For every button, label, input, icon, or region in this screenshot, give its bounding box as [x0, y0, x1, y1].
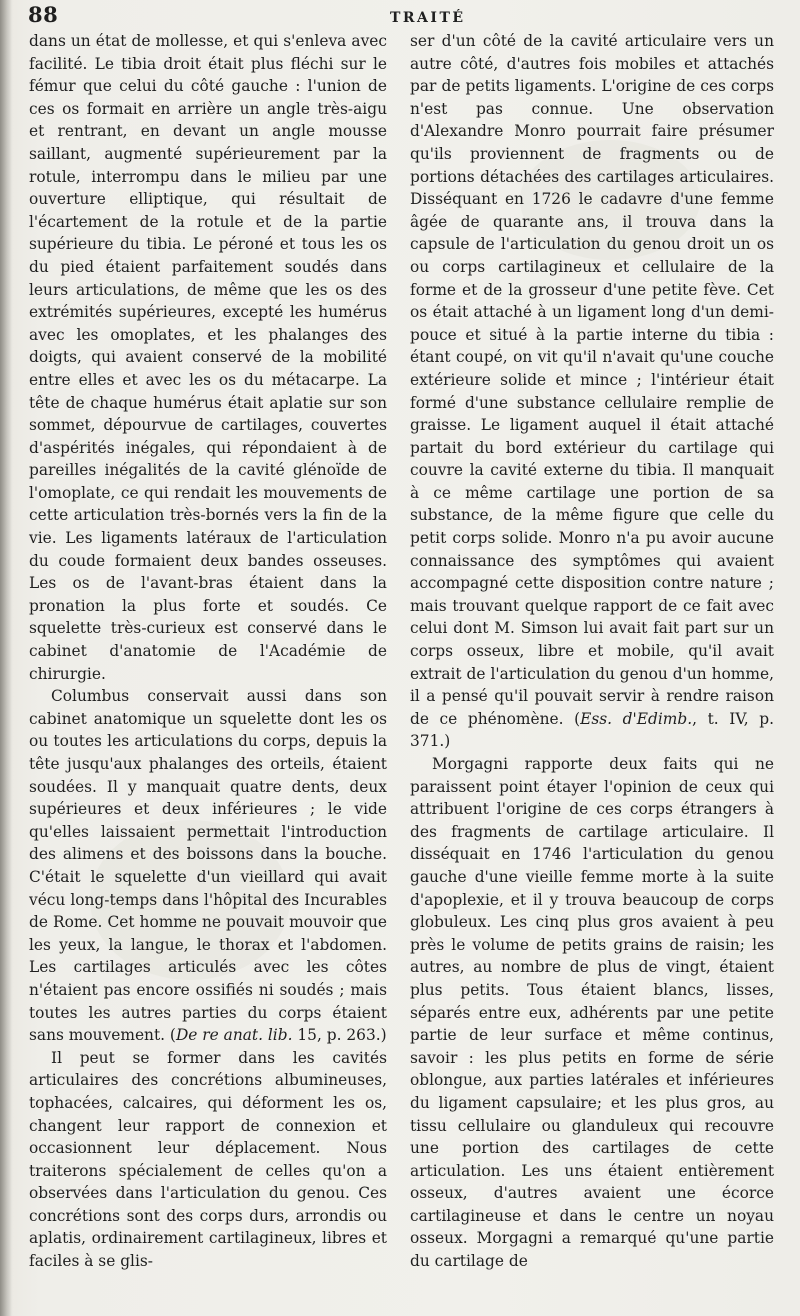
paragraph-text: Columbus conservait aussi dans son cabinet anatomique un squelette dont les os ou toutes les articulations du corps, depuis la tête jusqu'aux phalanges des orteils, étaient soudées. Il y manquait quatre dents, deux supérieures et deux inférieures ; le vide qu'elles laissaient permettait l'introduction des alimens et des boissons dans la bouche. C'était le squelette d'un vieillard qui avait vécu long-temps dans l'hôpital des Incurables de Rome. Cet homme ne pouvait mouvoir que les yeux, la langue, le thorax et l'abdomen. Les cartilages articulés avec les côtes n'étaient pas encore ossifiés ni soudés ; mais toutes les autres parties du corps étaient sans mouvement. ( [29, 687, 387, 1045]
citation-tail: , t. IV, p. 371.) [410, 709, 774, 751]
citation: De re anat. lib. [175, 1026, 293, 1045]
citation-tail: 15, p. 263.) [292, 1026, 387, 1045]
paragraph: dans un état de mollesse, et qui s'enleva avec facilité. Le tibia droit était plus fléchi sur le fémur que celui du côté gauche : l'union de ces os formait en arrière un angle très-aigu et rentrant, en devant un angle mousse saillant, augmenté supérieurement par la rotule, interrompu dans le milieu par une ouverture elliptique, qui résultait de l'écartement de la rotule et de la partie supérieure du tibia. Le péroné et tous les os du pied étaient parfaitement soudés dans leurs articulations, de même que les os des extrémités supérieures, excepté les humérus avec les omoplates, et les phalanges des doigts, qui avaient conservé de la mobilité entre elles et avec les os du métacarpe. La tête de chaque humérus était aplatie sur son sommet, dépourvue de cartilages, couvertes d'aspérités inégales, qui répondaient à de pareilles inégalités de la cavité glénoïde de l'omoplate, ce qui rendait les mouvements de cette articulation très-bornés vers la fin de la vie. Les ligaments latéraux de l'articulation du coude formaient deux bandes osseuses. Les os de l'avant-bras étaient dans la pronation la plus forte et soudés. Ce squelette très-curieux est conservé dans le cabinet d'anatomie de l'Académie de chirurgie. [29, 32, 387, 683]
page-header [28, 0, 776, 34]
paragraph: Il peut se former dans les cavités articulaires des concrétions albumineuses, tophacées, calcaires, qui déforment les os, changent leur rapport de connexion et occasionnent leur déplacement. Nous traiterons spécialement de celles qu'on a observées dans l'articulation du genou. Ces concrétions sont des corps durs, arrondis ou aplatis, ordinairement cartilagineux, libres et faciles à se glis- [29, 1048, 387, 1271]
book-spine-shadow [0, 0, 12, 1316]
left-column [29, 30, 387, 1273]
paragraph [410, 30, 774, 753]
paragraph [29, 685, 387, 1047]
right-column [410, 30, 774, 1273]
paragraph: Morgagni rapporte deux faits qui ne paraissent point étayer l'opinion de ceux qui attribuent l'origine de ces corps étrangers à des fragments de cartilage articulaire. Il disséquait en 1746 l'articulation du genou gauche d'une vieille femme morte à la suite d'apoplexie, et il y trouva beaucoup de corps globuleux. Les cinq plus gros avaient à peu près le volume de petits grains de raisin; les autres, au nombre de plus de vingt, étaient plus petits. Tous étaient blancs, lisses, séparés entre eux, adhérents par une petite partie de leur surface et même continus, savoir : les plus petits en forme de série oblongue, aux parties latérales et inférieures du ligament capsulaire; et les plus gros, au tissu cellulaire ou glanduleux qui recouvre une portion des cartilages de cette articulation. Les uns étaient entièrement osseux, d'autres avaient une écorce cartilagineuse et dans le centre un noyau osseux. Morgagni a remarqué qu'une partie du cartilage de [410, 755, 774, 1271]
citation: Ess. d'Edimb. [580, 709, 693, 728]
page-number: 88 [28, 2, 59, 27]
paragraph-text: ser d'un côté de la cavité articulaire vers un autre côté, d'autres fois mobiles et attachés par de petits ligaments. L'origine de ces corps n'est pas connue. Une observation d'Alexandre Monro pourrait faire présumer qu'ils proviennent de fragments ou de portions détachées des cartilages articulaires. Disséquant en 1726 le cadavre d'une femme âgée de quarante ans, il trouva dans la capsule de l'articulation du genou droit un os ou corps cartilagineux et cellulaire de la forme et de la grosseur d'une petite fève. Cet os était attaché à un ligament long d'un demi-pouce et situé à la partie interne du tibia : étant coupé, on vit qu'il n'avait qu'une couche extérieure solide et mince ; l'intérieur était formé d'une substance cellulaire remplie de graisse. Le ligament auquel il était attaché partait du bord extérieur du cartilage qui couvre la cavité externe du tibia. Il manquait à ce même cartilage une portion de sa substance, de la même figure que celle du petit corps solide. Monro n'a pu avoir aucune connaissance des symptômes qui avaient accompagné cette disposition contre nature ; mais trouvant quelque rapport de ce fait avec celui dont M. Simson lui avait fait part sur un corps osseux, libre et mobile, qu'il avait extrait de l'articulation du genou d'un homme, il a pensé qu'il pouvait servir à rendre raison de ce phénomène. ( [410, 32, 774, 728]
running-title: TRAITÉ [390, 10, 466, 26]
